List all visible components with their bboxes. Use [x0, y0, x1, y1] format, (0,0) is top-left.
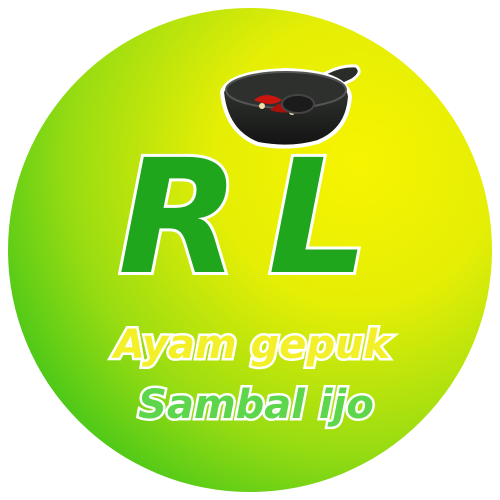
monogram-letter-r: R: [118, 126, 240, 310]
tagline-line-1: Ayam gepuk: [113, 322, 391, 368]
tagline-line-2: Sambal ijo: [138, 382, 374, 428]
monogram-letter-l: L: [268, 126, 369, 310]
